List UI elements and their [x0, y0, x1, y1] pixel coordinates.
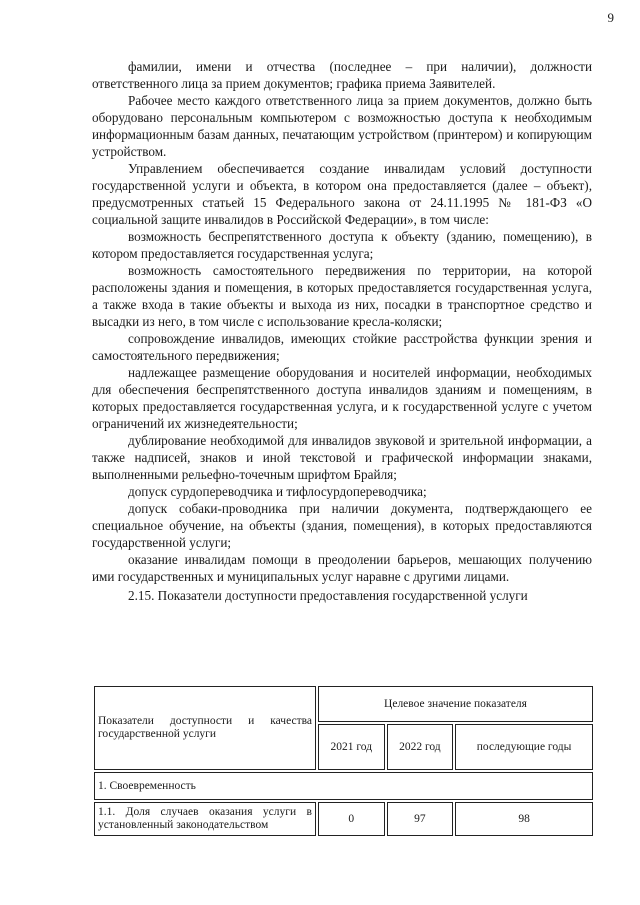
section-heading: 2.15. Показатели доступности предоставления государственной услуги — [128, 588, 528, 603]
paragraph: допуск собаки-проводника при наличии документа, подтверждающего ее специальное обучение, на объекты (здания, помещения), в которых предоставляются государственной услуги; — [92, 501, 592, 550]
row-value-2021: 0 — [318, 802, 385, 836]
paragraph: Управлением обеспечивается создание инвалидам условий доступности государственной услуги и объекта, в котором она предоставляется (далее – объект), предусмотренных статьей 15 Федерального закона от 24.11.1995 № 181-ФЗ «О социальной защите инвалидов в Российской Федерации», в том числе: — [92, 161, 592, 227]
page-number: 9 — [607, 10, 614, 25]
paragraph: сопровождение инвалидов, имеющих стойкие расстройства функции зрения и самостоятельного передвижения; — [92, 331, 592, 363]
paragraph: надлежащее размещение оборудования и носителей информации, необходимых для обеспечения беспрепятственного доступа инвалидов зданиям и помещениям, в которых предоставляется государственная услуга, и к государственной услуге с учетом ограничений их жизнедеятельности; — [92, 365, 592, 431]
table-row — [94, 802, 593, 836]
paragraph: оказание инвалидам помощи в преодолении барьеров, мешающих получению ими государственных и муниципальных услуг наравне с другими лицами. — [92, 552, 592, 584]
paragraph: фамилии, имени и отчества (последнее – при наличии), должности ответственного лица за прием документов; графика приема Заявителей. — [92, 59, 592, 91]
target-value-header: Целевое значение показателя — [318, 686, 593, 722]
year-2022-header: 2022 год — [387, 724, 454, 770]
year-subsequent-header: последующие годы — [455, 724, 593, 770]
row-label: 1.1. Доля случаев оказания услуги в установленный законодательством — [94, 802, 316, 836]
year-2021-header: 2021 год — [318, 724, 385, 770]
paragraph: возможность самостоятельного передвижения по территории, на которой расположены здания и помещения, в которых предоставляется государственная услуга, а также входа в такие объекты и выхода из них, посадки в транспортное средство и высадки из него, в том числе с использование кресла-коляски; — [92, 263, 592, 329]
indicators-table — [92, 684, 595, 838]
row-value-subsequent: 98 — [455, 802, 593, 836]
row-value-2022: 97 — [387, 802, 454, 836]
table-header-row — [94, 686, 593, 722]
paragraph: допуск сурдопереводчика и тифлосурдопереводчика; — [128, 484, 427, 499]
indicator-column-header: Показатели доступности и качества государственной услуги — [94, 686, 316, 770]
document-body — [92, 58, 592, 604]
paragraph: Рабочее место каждого ответственного лица за прием документов, должно быть оборудовано персональным компьютером с возможностью доступа к необходимым информационным базам данных, печатающим устройством (принтером) и копирующим устройством. — [92, 93, 592, 159]
paragraph: дублирование необходимой для инвалидов звуковой и зрительной информации, а также надписей, знаков и иной текстовой и графической информации знаками, выполненными рельефно-точечным шрифтом Брайля; — [92, 433, 592, 482]
section-timeliness: 1. Своевременность — [94, 772, 593, 800]
table-row — [94, 772, 593, 800]
paragraph: возможность беспрепятственного доступа к объекту (зданию, помещению), в котором предоставляется государственная услуга; — [92, 229, 592, 261]
